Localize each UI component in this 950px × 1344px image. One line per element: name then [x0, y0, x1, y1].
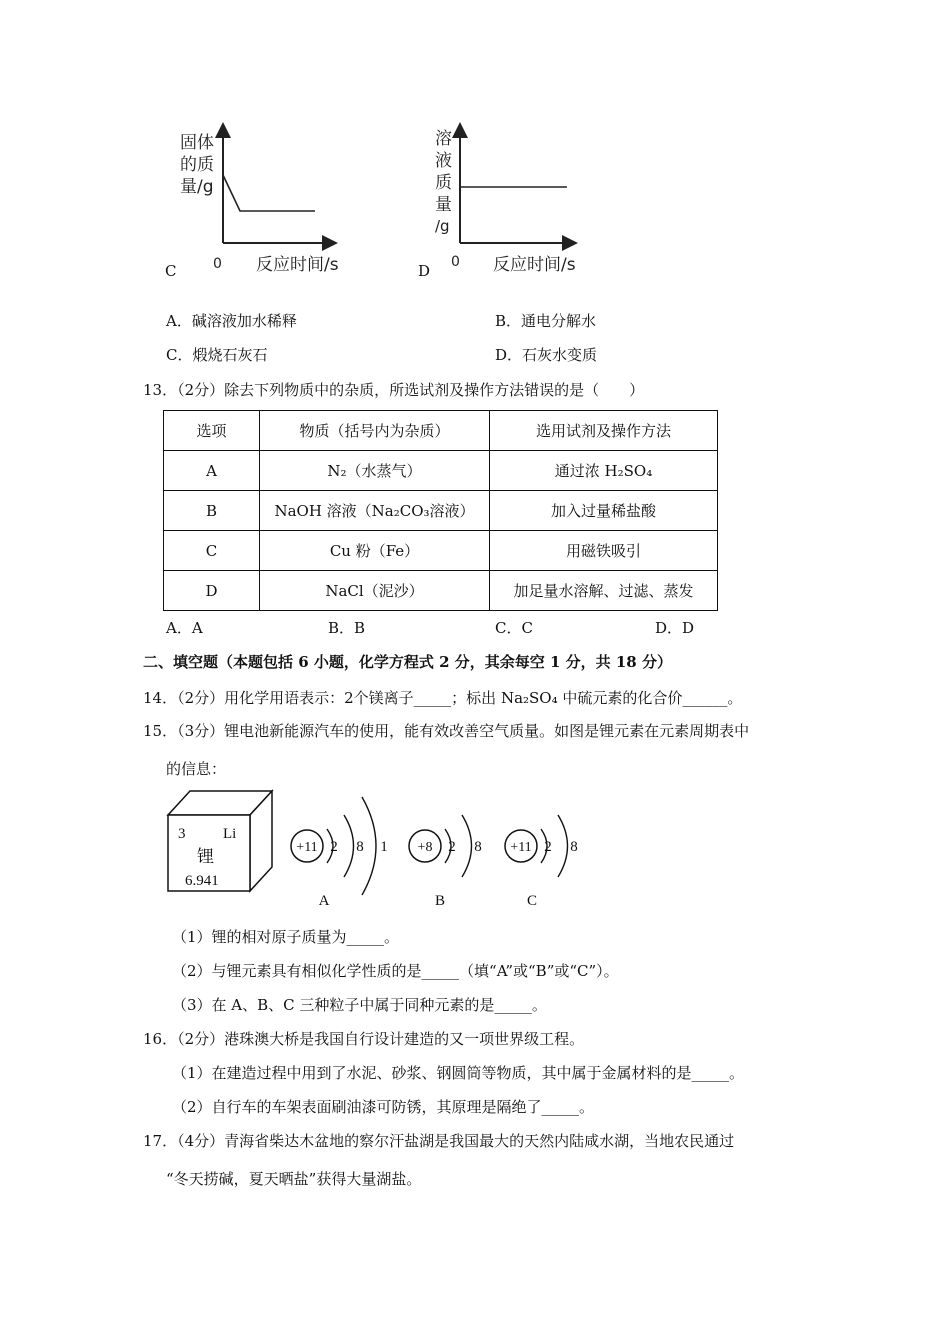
atom-c-label: C	[526, 893, 538, 909]
element-mass: 6.941	[185, 873, 219, 889]
q13-option-d: D．D	[655, 619, 695, 637]
atom-a-shell-1: 2	[330, 839, 338, 855]
atom-b-label: B	[434, 893, 446, 909]
graph-c-origin: 0	[213, 256, 222, 272]
table-cell: N₂（水蒸气）	[260, 451, 490, 491]
q15-line-1: 15．（3分）锂电池新能源汽车的使用，能有效改善空气质量。如图是锂元素在元素周期表中	[143, 722, 750, 740]
table-row	[164, 571, 718, 611]
atom-a-shell-3: 1	[380, 839, 388, 855]
q13-option-b: B．B	[328, 619, 366, 637]
table-row	[164, 491, 718, 531]
q13-stem: 13．（2分）除去下列物质中的杂质，所选试剂及操作方法错误的是（ ）	[143, 381, 645, 399]
atom-a-label: A	[318, 893, 330, 909]
graph-c-xlabel: 反应时间/s	[256, 255, 339, 275]
atom-b-shell-2: 8	[474, 839, 482, 855]
q14-text: 14．（2分）用化学用语表示：2个镁离子_____；标出 Na₂SO₄ 中硫元素的化合价______。	[143, 689, 743, 707]
graph-d-ylabel-1: 溶	[435, 129, 452, 149]
graph-c-curve	[223, 175, 315, 211]
table-header: 物质（括号内为杂质）	[260, 411, 490, 451]
table-cell: Cu 粉（Fe）	[260, 531, 490, 571]
graph-d-origin: 0	[451, 254, 460, 270]
atom-a-nucleus-charge: +11	[296, 840, 318, 855]
atom-c-shell-2: 8	[570, 839, 578, 855]
graph-d-ylabel-3: 质	[435, 173, 452, 193]
table-cell: A	[164, 451, 260, 491]
graph-d-xlabel: 反应时间/s	[493, 255, 576, 275]
graph-d	[425, 120, 605, 280]
table-row	[164, 531, 718, 571]
q13-option-c: C．C	[495, 619, 533, 637]
q17-line-1: 17．（4分）青海省柴达木盆地的察尔汗盐湖是我国最大的天然内陆咸水湖，当地农民通过	[143, 1132, 735, 1150]
q15-sub-2: （2）与锂元素具有相似化学性质的是_____（填“A”或“B”或“C”）。	[172, 962, 619, 980]
table-cell: D	[164, 571, 260, 611]
atom-a-diagram	[282, 785, 394, 910]
table-header-row	[164, 411, 718, 451]
section-heading: 二、填空题（本题包括 6 小题，化学方程式 2 分，其余每空 1 分，共 18 分）	[143, 653, 672, 671]
table-cell: 加足量水溶解、过滤、蒸发	[490, 571, 718, 611]
q12-option-a: A．碱溶液加水稀释	[166, 312, 297, 330]
table-cell: 用磁铁吸引	[490, 531, 718, 571]
graph-d-ylabel-5: /g	[435, 217, 450, 235]
atom-b-diagram	[404, 785, 494, 910]
q12-option-b: B．通电分解水	[495, 312, 597, 330]
atom-a-shell-2: 8	[356, 839, 364, 855]
atom-c-shell-1: 2	[544, 839, 552, 855]
table-cell: B	[164, 491, 260, 531]
element-atomic-number: 3	[178, 826, 186, 842]
atom-b-shell-1: 2	[448, 839, 456, 855]
table-cell: NaOH 溶液（Na₂CO₃溶液）	[260, 491, 490, 531]
q16-sub-1: （1）在建造过程中用到了水泥、砂浆、钢圆筒等物质，其中属于金属材料的是_____。	[172, 1064, 745, 1082]
graph-c	[170, 120, 350, 280]
table-row	[164, 451, 718, 491]
q17-line-2: “冬天捞碱，夏天晒盐”获得大量湖盐。	[166, 1170, 422, 1188]
table-cell: NaCl（泥沙）	[260, 571, 490, 611]
q15-sub-3: （3）在 A、B、C 三种粒子中属于同种元素的是_____。	[172, 996, 547, 1014]
graph-c-ylabel-3: 量/g	[180, 177, 214, 197]
graph-d-ylabel-2: 液	[435, 151, 452, 171]
table-header: 选项	[164, 411, 260, 451]
element-name: 锂	[197, 847, 214, 866]
element-symbol: Li	[223, 826, 237, 842]
q13-table	[163, 410, 718, 611]
q13-option-a: A．A	[166, 619, 203, 637]
graph-c-panel-letter: C	[165, 262, 177, 280]
graph-c-ylabel-1: 固体	[180, 133, 214, 153]
atom-c-diagram	[500, 785, 595, 910]
table-cell: C	[164, 531, 260, 571]
q15-sub-1: （1）锂的相对原子质量为_____。	[172, 928, 400, 946]
element-cell	[160, 785, 280, 900]
table-cell: 通过浓 H₂SO₄	[490, 451, 718, 491]
q12-option-d: D．石灰水变质	[495, 346, 598, 364]
atom-c-nucleus-charge: +11	[510, 840, 532, 855]
q16-sub-2: （2）自行车的车架表面刷油漆可防锈，其原理是隔绝了_____。	[172, 1098, 595, 1116]
q15-line-2: 的信息：	[166, 760, 227, 778]
q12-option-c: C．煅烧石灰石	[166, 346, 268, 364]
table-header: 选用试剂及操作方法	[490, 411, 718, 451]
table-cell: 加入过量稀盐酸	[490, 491, 718, 531]
graph-d-ylabel-4: 量	[435, 195, 452, 215]
graph-d-panel-letter: D	[418, 262, 431, 280]
graph-c-ylabel-2: 的质	[180, 155, 214, 175]
atom-b-nucleus-charge: +8	[417, 840, 433, 855]
q16-stem: 16．（2分）港珠澳大桥是我国自行设计建造的又一项世界级工程。	[143, 1030, 585, 1048]
